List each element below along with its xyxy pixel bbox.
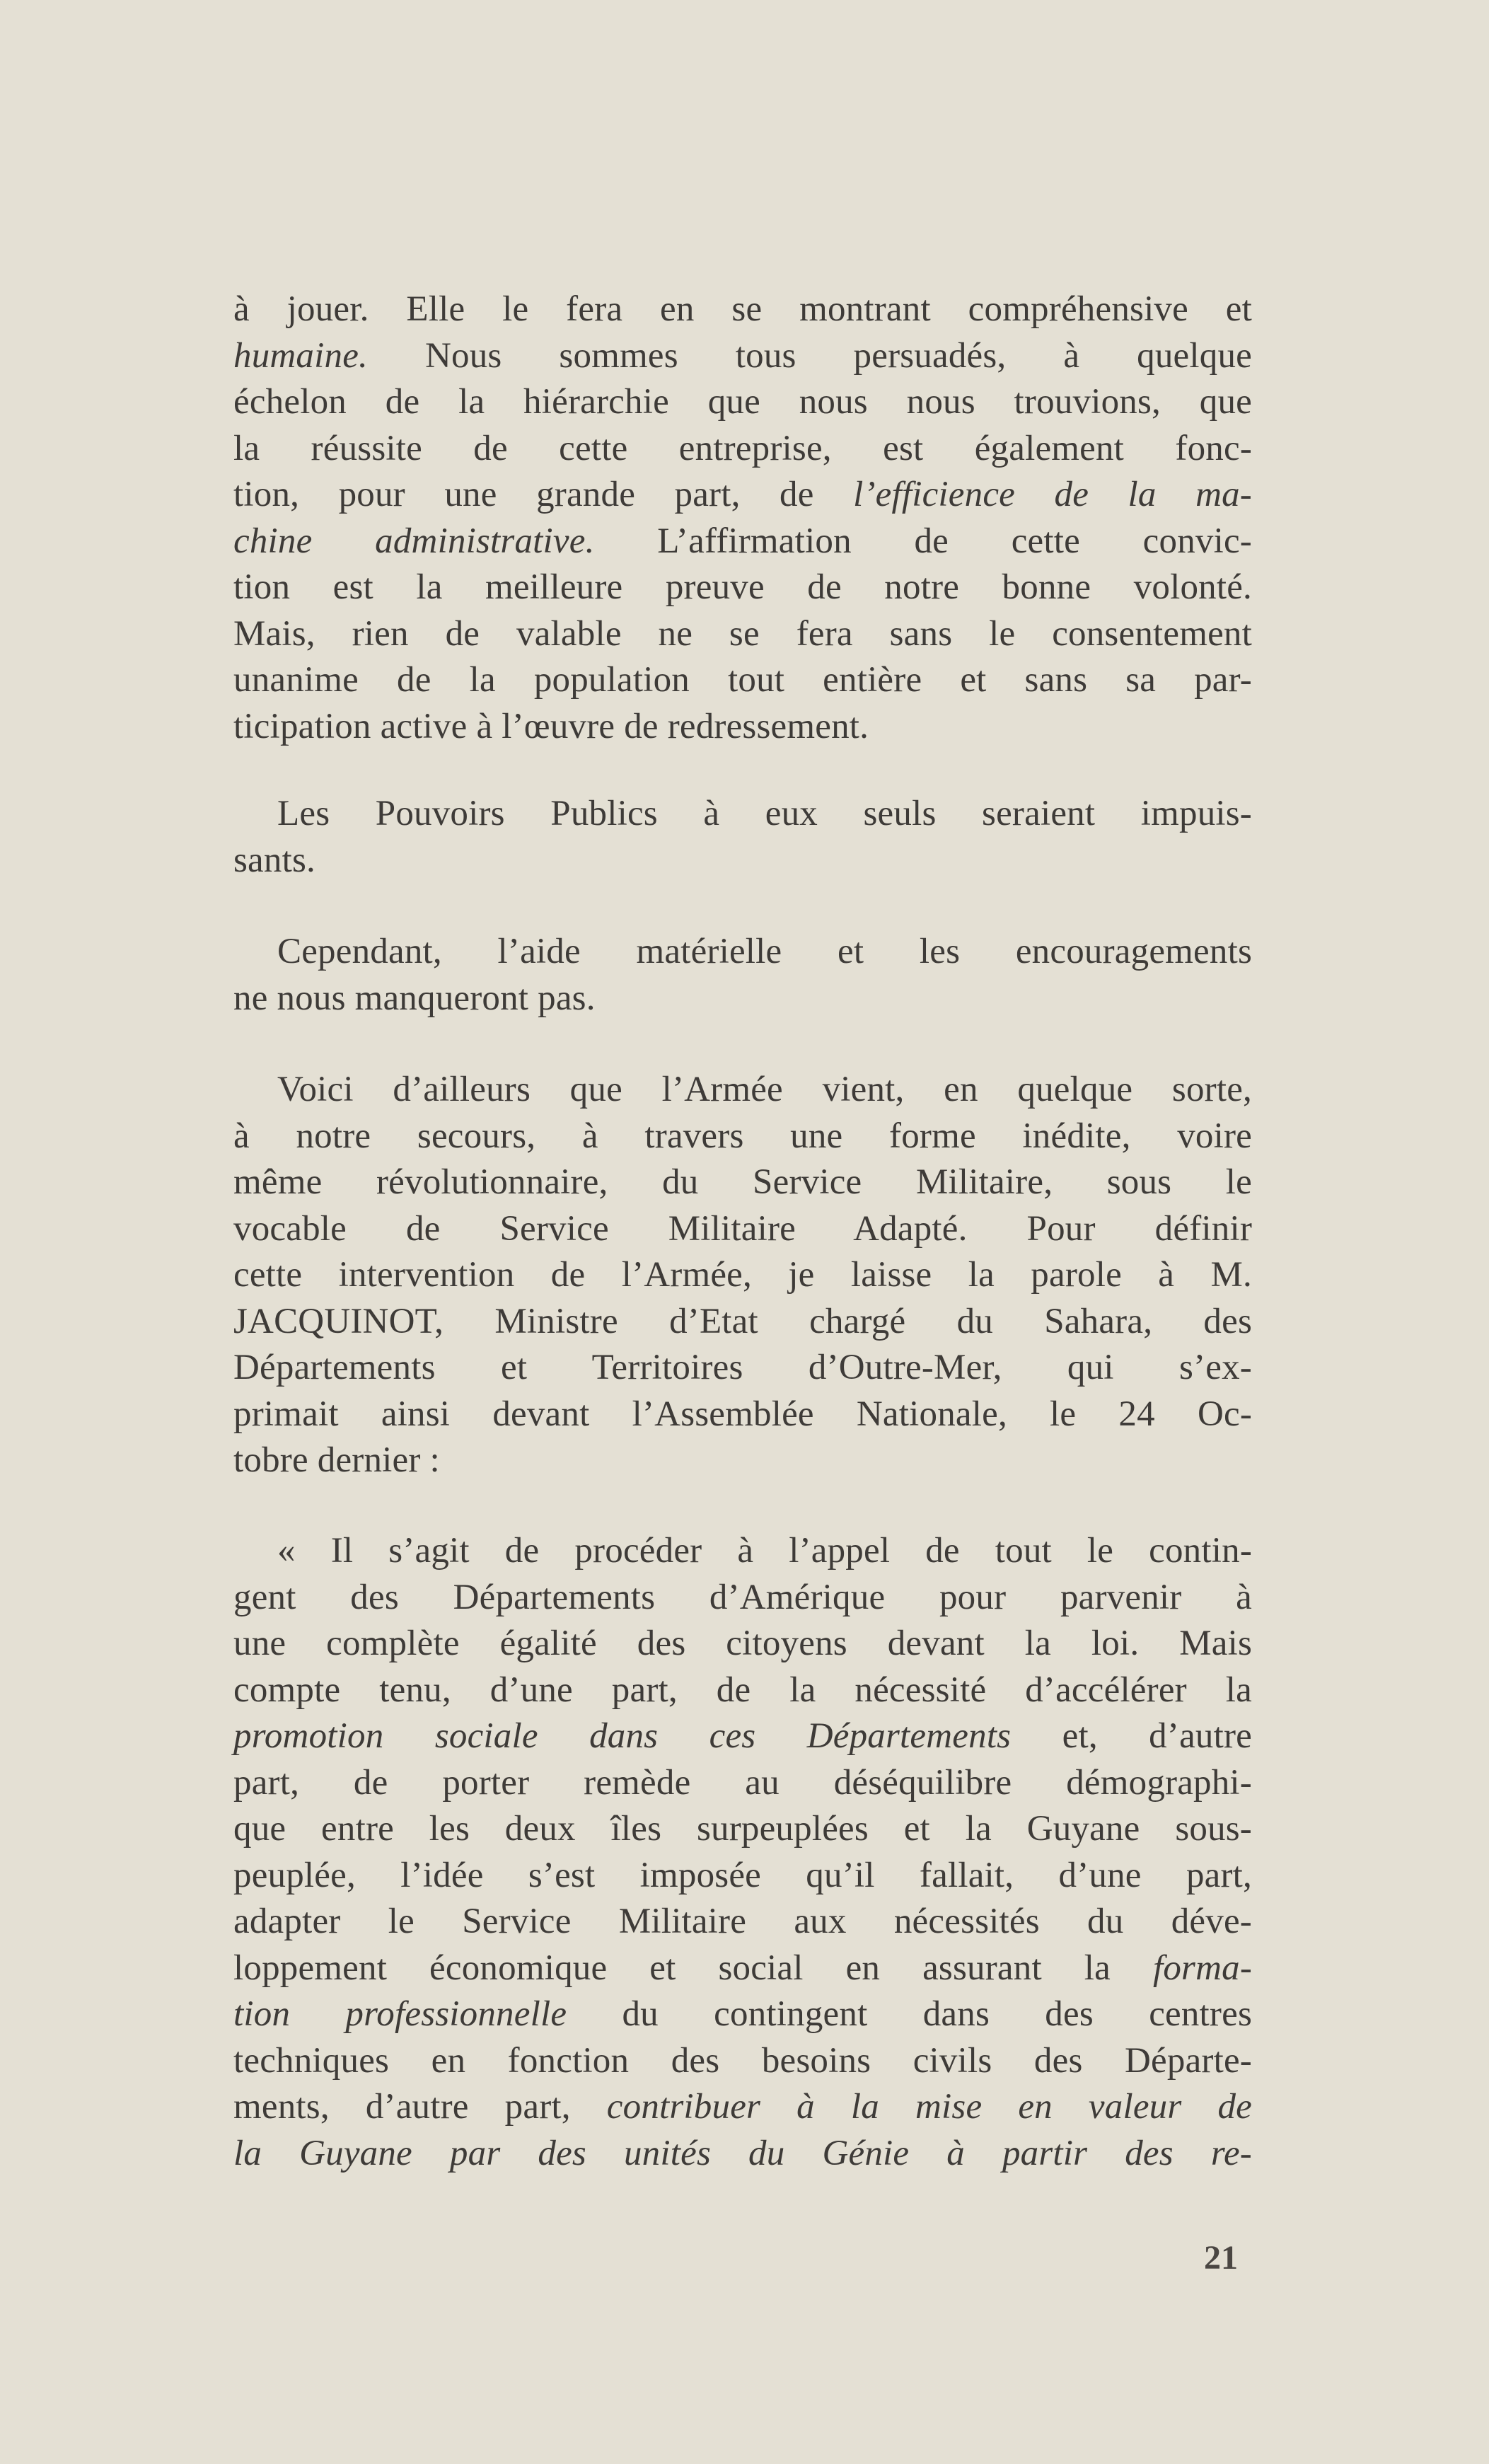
text-line (233, 1667, 1252, 1714)
text-line (233, 287, 1252, 333)
text-line (233, 1067, 1252, 1114)
text-line (233, 1945, 1252, 1992)
text-line (233, 333, 1252, 380)
text-segment: techniques en fonction des besoins civils des Départe- (233, 2040, 1252, 2081)
text-segment: échelon de la hiérarchie que nous nous trouvions, que (233, 382, 1252, 422)
text-segment: ticipation active à l’œuvre de redressement. (233, 706, 869, 746)
text-segment: unanime de la population tout entière et sans sa par- (233, 660, 1252, 700)
paragraph (233, 1067, 1252, 1484)
italic-text: contribuer à la mise en valeur de (606, 2087, 1252, 2127)
text-line (233, 1899, 1252, 1945)
text-segment: cette intervention de l’Armée, je laisse la parole à M. (233, 1255, 1252, 1295)
text-segment: adapter le Service Militaire aux nécessités du déve- (233, 1902, 1252, 1941)
text-line (233, 1392, 1252, 1438)
paragraph (233, 1528, 1252, 2177)
text-line (233, 1438, 1252, 1484)
text-line (233, 1299, 1252, 1346)
text-segment: ne nous manqueront pas. (233, 978, 596, 1018)
text-segment: tobre dernier : (233, 1440, 440, 1480)
text-line (233, 2038, 1252, 2085)
text-segment: peuplée, l’idée s’est imposée qu’il fallait, d’une part, (233, 1855, 1252, 1895)
text-line (233, 426, 1252, 473)
text-line (233, 1252, 1252, 1299)
text-line (233, 1853, 1252, 1899)
text-segment: loppement économique et social en assurant la (233, 1948, 1153, 1988)
italic-text: humaine. (233, 335, 368, 376)
text-line (233, 2131, 1252, 2177)
text-segment: Cependant, l’aide matérielle et les encouragements (277, 932, 1252, 971)
text-line (233, 379, 1252, 426)
text-segment: sants. (233, 840, 315, 880)
text-line (233, 519, 1252, 565)
text-line (233, 1713, 1252, 1760)
italic-text: chine administrative. (233, 521, 595, 561)
text-segment: une complète égalité des citoyens devant la loi. Mais (233, 1624, 1252, 1663)
italic-text: l’efficience de la ma- (853, 475, 1252, 514)
text-segment: part, de porter remède au déséquilibre démographi- (233, 1762, 1252, 1803)
text-line (233, 1806, 1252, 1853)
text-segment: Les Pouvoirs Publics à eux seuls seraient impuis- (277, 794, 1252, 833)
paragraph (233, 929, 1252, 1022)
text-line (233, 1206, 1252, 1253)
text-line (233, 657, 1252, 704)
text-segment: même révolutionnaire, du Service Militaire, sous le (233, 1162, 1252, 1202)
paragraph (233, 287, 1252, 750)
italic-text: tion professionnelle (233, 1994, 567, 2034)
text-line (233, 704, 1252, 751)
text-segment: et, d’autre (1011, 1716, 1252, 1756)
paragraph (233, 791, 1252, 884)
text-line (233, 976, 1252, 1022)
text-segment: tion est la meilleure preuve de notre bonne volonté. (233, 567, 1252, 607)
text-segment: compte tenu, d’une part, de la nécessité d’accélérer la (233, 1670, 1252, 1710)
text-line (233, 1760, 1252, 1807)
italic-text: la Guyane par des unités du Génie à partir des re- (233, 2133, 1252, 2173)
text-segment: que entre les deux îles surpeuplées et la Guyane sous- (233, 1809, 1252, 1849)
text-line (233, 1621, 1252, 1667)
text-line (233, 1528, 1252, 1575)
text-line (233, 472, 1252, 519)
text-segment: la réussite de cette entreprise, est également fonc- (233, 428, 1252, 468)
text-segment: Départements et Territoires d’Outre-Mer, qui s’ex- (233, 1348, 1252, 1387)
text-segment: à jouer. Elle le fera en se montrant compréhensive et (233, 289, 1252, 329)
text-segment: du contingent dans des centres (567, 1994, 1252, 2034)
text-segment: vocable de Service Militaire Adapté. Pour définir (233, 1208, 1252, 1249)
text-segment: à notre secours, à travers une forme inédite, voire (233, 1116, 1252, 1156)
text-line (233, 929, 1252, 976)
text-segment: L’affirmation de cette convic- (594, 521, 1252, 561)
text-line (233, 1575, 1252, 1621)
text-line (233, 1345, 1252, 1392)
italic-text: forma- (1152, 1948, 1252, 1988)
italic-text: promotion sociale dans ces Départements (233, 1716, 1012, 1756)
text-segment: ments, d’autre part, (233, 2087, 607, 2127)
text-segment: Mais, rien de valable ne se fera sans le consentement (233, 613, 1252, 654)
text-line (233, 565, 1252, 611)
page-number: 21 (1204, 2239, 1238, 2277)
text-segment: Voici d’ailleurs que l’Armée vient, en quelque sorte, (277, 1070, 1252, 1109)
text-line (233, 1114, 1252, 1160)
text-segment: JACQUINOT, Ministre d’Etat chargé du Sahara, des (233, 1301, 1252, 1341)
text-segment: tion, pour une grande part, de (233, 475, 854, 514)
text-segment: primait ainsi devant l’Assemblée Nationale, le 24 Oc- (233, 1394, 1252, 1434)
text-line (233, 1159, 1252, 1206)
text-line (233, 611, 1252, 658)
text-line (233, 791, 1252, 838)
text-line (233, 2084, 1252, 2131)
text-segment: gent des Départements d’Amérique pour parvenir à (233, 1577, 1252, 1617)
text-segment: « Il s’agit de procéder à l’appel de tout le contin- (277, 1531, 1252, 1571)
text-segment: Nous sommes tous persuadés, à quelque (368, 335, 1252, 376)
text-line (233, 1991, 1252, 2038)
text-line (233, 838, 1252, 884)
